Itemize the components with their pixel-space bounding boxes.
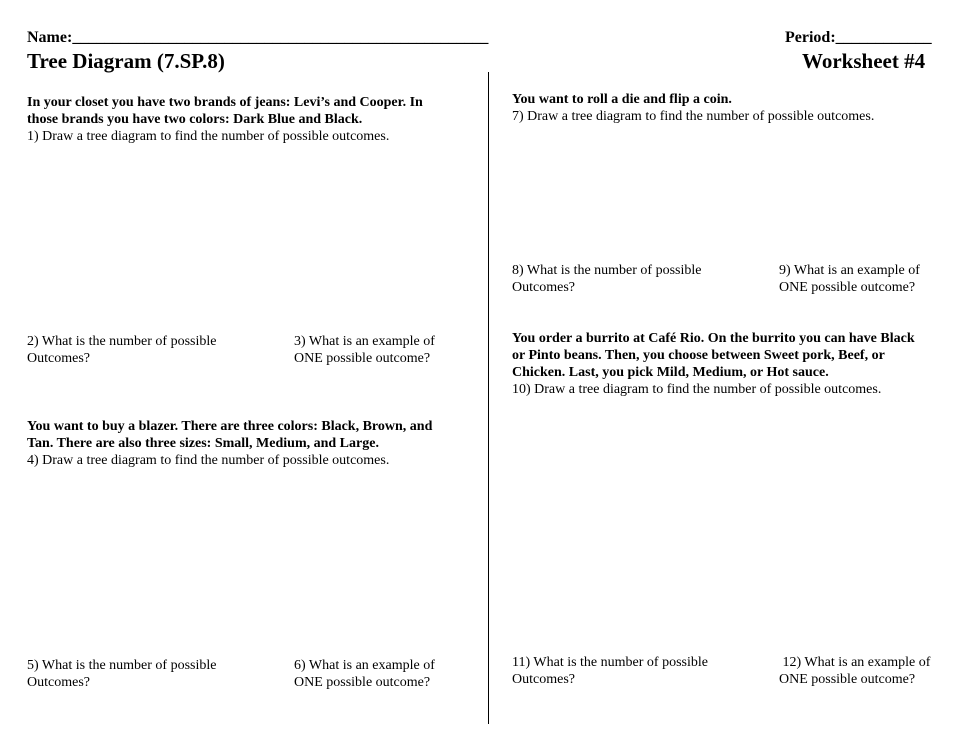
question-11-line: Outcomes? (512, 672, 575, 687)
jeans-intro-line: In your closet you have two brands of jeans: Levi’s and Cooper. In (27, 95, 423, 110)
blazer-intro-line: Tan. There are also three sizes: Small, Medium, and Large. (27, 436, 379, 451)
question-12-line: 12) What is an example of (779, 655, 931, 670)
worksheet-number: Worksheet #4 (802, 49, 926, 73)
question-2 (27, 333, 217, 367)
burrito-intro-line: Chicken. Last, you pick Mild, Medium, or Hot sauce. (512, 365, 829, 380)
question-9-line: ONE possible outcome? (779, 280, 916, 295)
name-field-label: Name:____________________________________________________ (27, 29, 489, 46)
worksheet-title: Tree Diagram (7.SP.8) (27, 49, 225, 73)
question-9 (779, 262, 920, 296)
question-1: 1) Draw a tree diagram to find the number of possible outcomes. (27, 129, 390, 144)
question-12 (779, 654, 930, 688)
question-7: 7) Draw a tree diagram to find the number of possible outcomes. (512, 109, 875, 124)
die-coin-intro: You want to roll a die and flip a coin. (512, 92, 732, 107)
question-11-line: 11) What is the number of possible (512, 655, 708, 670)
question-4: 4) Draw a tree diagram to find the number of possible outcomes. (27, 453, 390, 468)
question-5 (27, 657, 217, 691)
question-10: 10) Draw a tree diagram to find the number of possible outcomes. (512, 382, 882, 397)
jeans-intro-line: those brands you have two colors: Dark Blue and Black. (27, 112, 363, 127)
question-6-line: 6) What is an example of (294, 658, 435, 673)
question-9-line: 9) What is an example of (779, 263, 920, 278)
question-8-line: 8) What is the number of possible (512, 263, 702, 278)
question-3 (294, 333, 435, 367)
question-5-line: 5) What is the number of possible (27, 658, 217, 673)
jeans-problem (27, 94, 477, 145)
question-6 (294, 657, 435, 691)
die-coin-problem (512, 91, 952, 125)
question-2-line: 2) What is the number of possible (27, 334, 217, 349)
question-8-line: Outcomes? (512, 280, 575, 295)
question-11 (512, 654, 708, 688)
question-2-line: Outcomes? (27, 351, 90, 366)
question-3-line: ONE possible outcome? (294, 351, 431, 366)
burrito-intro-line: You order a burrito at Café Rio. On the burrito you can have Black (512, 331, 915, 346)
period-field-label: Period:____________ (785, 29, 932, 46)
question-8 (512, 262, 702, 296)
question-3-line: 3) What is an example of (294, 334, 435, 349)
blazer-problem (27, 418, 482, 469)
question-12-line: ONE possible outcome? (779, 672, 916, 687)
column-divider (488, 72, 489, 724)
question-6-line: ONE possible outcome? (294, 675, 431, 690)
question-5-line: Outcomes? (27, 675, 90, 690)
blazer-intro-line: You want to buy a blazer. There are three colors: Black, Brown, and (27, 419, 433, 434)
burrito-problem (512, 330, 952, 398)
burrito-intro-line: or Pinto beans. Then, you choose between Sweet pork, Beef, or (512, 348, 885, 363)
